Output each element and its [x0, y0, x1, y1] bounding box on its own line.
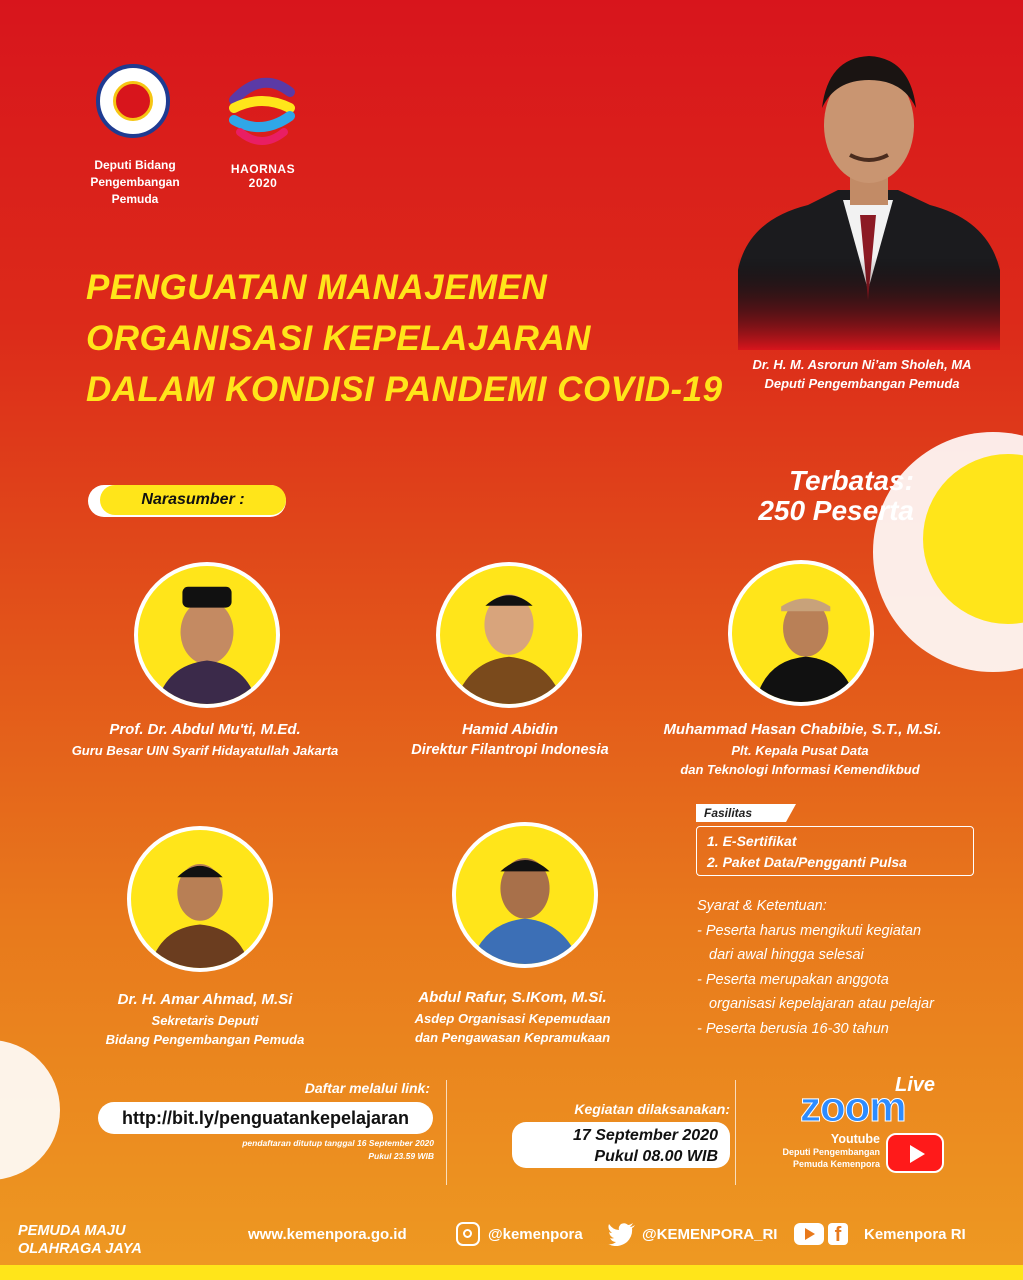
speaker-role-1: Guru Besar UIN Syarif Hidayatullah Jakarta [71, 743, 339, 758]
divider-1 [446, 1080, 447, 1185]
youtube-channel-line-2: Pemuda Kemenpora [792, 1159, 880, 1169]
schedule-date: 17 September 2020 [573, 1127, 718, 1144]
deputy-name: Dr. H. M. Asrorun Ni’am Sholeh, MA [752, 357, 972, 372]
haornas-year: 2020 [248, 176, 278, 190]
slogan [18, 1222, 142, 1258]
speaker-photo-4 [127, 826, 273, 972]
speaker-role-2: Direktur Filantropi Indonesia [411, 742, 609, 758]
instagram-icon [456, 1222, 480, 1246]
speaker-role-3a: Plt. Kepala Pusat Data [731, 743, 869, 758]
quota-label: Terbatas: [788, 465, 914, 496]
haornas-name: HAORNAS [230, 162, 296, 176]
terms-line-5: - Peserta berusia 16-30 tahun [697, 1020, 889, 1037]
twitter-handle[interactable]: @KEMENPORA_RI [642, 1226, 778, 1243]
youtube-channel [740, 1146, 880, 1170]
footer-band [0, 1265, 1023, 1280]
speaker-photo-5 [452, 822, 598, 968]
event-title [86, 262, 723, 415]
speaker-photo-3 [728, 560, 874, 706]
speaker-name-4: Dr. H. Amar Ahmad, M.Si [117, 991, 293, 1008]
org-name: Deputi Bidang Pengembangan Pemuda [90, 158, 180, 206]
terms-line-2: dari awal hingga selesai [709, 947, 864, 963]
youtube-channel-line-1: Deputi Pengembangan [782, 1147, 880, 1157]
speaker-role-3b: dan Teknologi Informasi Kemendikbud [680, 762, 920, 777]
registration-label: Daftar melalui link: [304, 1080, 430, 1096]
deputy-info [712, 355, 1012, 393]
registration-note [150, 1137, 434, 1163]
decorative-ring-left [0, 1040, 60, 1180]
youtube-small-icon [794, 1223, 824, 1245]
schedule-label: Kegiatan dilaksanakan: [574, 1101, 730, 1117]
social-account-name[interactable]: Kemenpora RI [864, 1226, 966, 1243]
title-line-1: PENGUATAN MANAJEMEN [86, 268, 548, 307]
title-line-3: DALAM KONDISI PANDEMI COVID-19 [86, 370, 723, 409]
terms-line-1: - Peserta harus mengikuti kegiatan [697, 922, 922, 939]
speaker-name-2: Hamid Abidin [461, 721, 559, 738]
facilities-box [696, 826, 974, 876]
divider-2 [735, 1080, 736, 1185]
zoom-logo: zoom [800, 1083, 906, 1130]
speaker-role-4b: Bidang Pengembangan Pemuda [105, 1032, 305, 1047]
speaker-role-4a: Sekretaris Deputi [151, 1013, 259, 1028]
live-label: Live [895, 1074, 936, 1096]
speaker-role-5b: dan Pengawasan Kepramukaan [414, 1030, 611, 1045]
registration-note-1: pendaftaran ditutup tanggal 16 September 2020 [242, 1138, 434, 1148]
youtube-label: Youtube [830, 1132, 880, 1146]
speaker-role-5a: Asdep Organisasi Kepemudaan [414, 1011, 611, 1026]
speaker-photo-1 [134, 562, 280, 708]
quota-value: 250 Peserta [758, 495, 914, 526]
terms-line-4: organisasi kepelajaran atau pelajar [709, 996, 934, 1012]
website-link[interactable]: www.kemenpora.go.id [248, 1226, 407, 1243]
title-line-2: ORGANISASI KEPELAJARAN [86, 319, 591, 358]
terms [697, 894, 997, 1041]
speaker-photo-2 [436, 562, 582, 708]
facebook-icon: f [828, 1223, 848, 1245]
facility-item-1: 1. E-Sertifikat [707, 833, 797, 849]
kemenpora-logo [96, 64, 170, 138]
registration-note-2: Pukul 23.59 WIB [368, 1151, 434, 1161]
terms-line-3: - Peserta merupakan anggota [697, 971, 889, 988]
slogan-line-2: OLAHRAGA JAYA [18, 1241, 142, 1257]
speaker-name-3: Muhammad Hasan Chabibie, S.T., M.Si. [663, 721, 942, 738]
terms-title: Syarat & Ketentuan: [697, 898, 827, 914]
facilities-tab: Fasilitas [696, 804, 786, 822]
schedule-pill [512, 1122, 730, 1168]
facility-item-2: 2. Paket Data/Pengganti Pulsa [707, 854, 907, 870]
registration-link[interactable]: http://bit.ly/penguatankepelajaran [98, 1102, 433, 1134]
speaker-name-1: Prof. Dr. Abdul Mu'ti, M.Ed. [109, 721, 301, 738]
deputy-role: Deputi Pengembangan Pemuda [764, 376, 960, 391]
haornas-label [215, 162, 311, 190]
twitter-icon [608, 1222, 636, 1246]
deputy-photo [738, 40, 1000, 350]
schedule-time: Pukul 08.00 WIB [594, 1148, 718, 1165]
youtube-icon[interactable] [886, 1133, 944, 1173]
speaker-name-5: Abdul Rafur, S.IKom, M.Si. [418, 989, 607, 1006]
participant-quota [700, 466, 914, 526]
haornas-logo [222, 70, 302, 150]
instagram-handle[interactable]: @kemenpora [488, 1226, 583, 1243]
slogan-line-1: PEMUDA MAJU [18, 1223, 126, 1239]
speakers-label: Narasumber : [100, 485, 286, 515]
